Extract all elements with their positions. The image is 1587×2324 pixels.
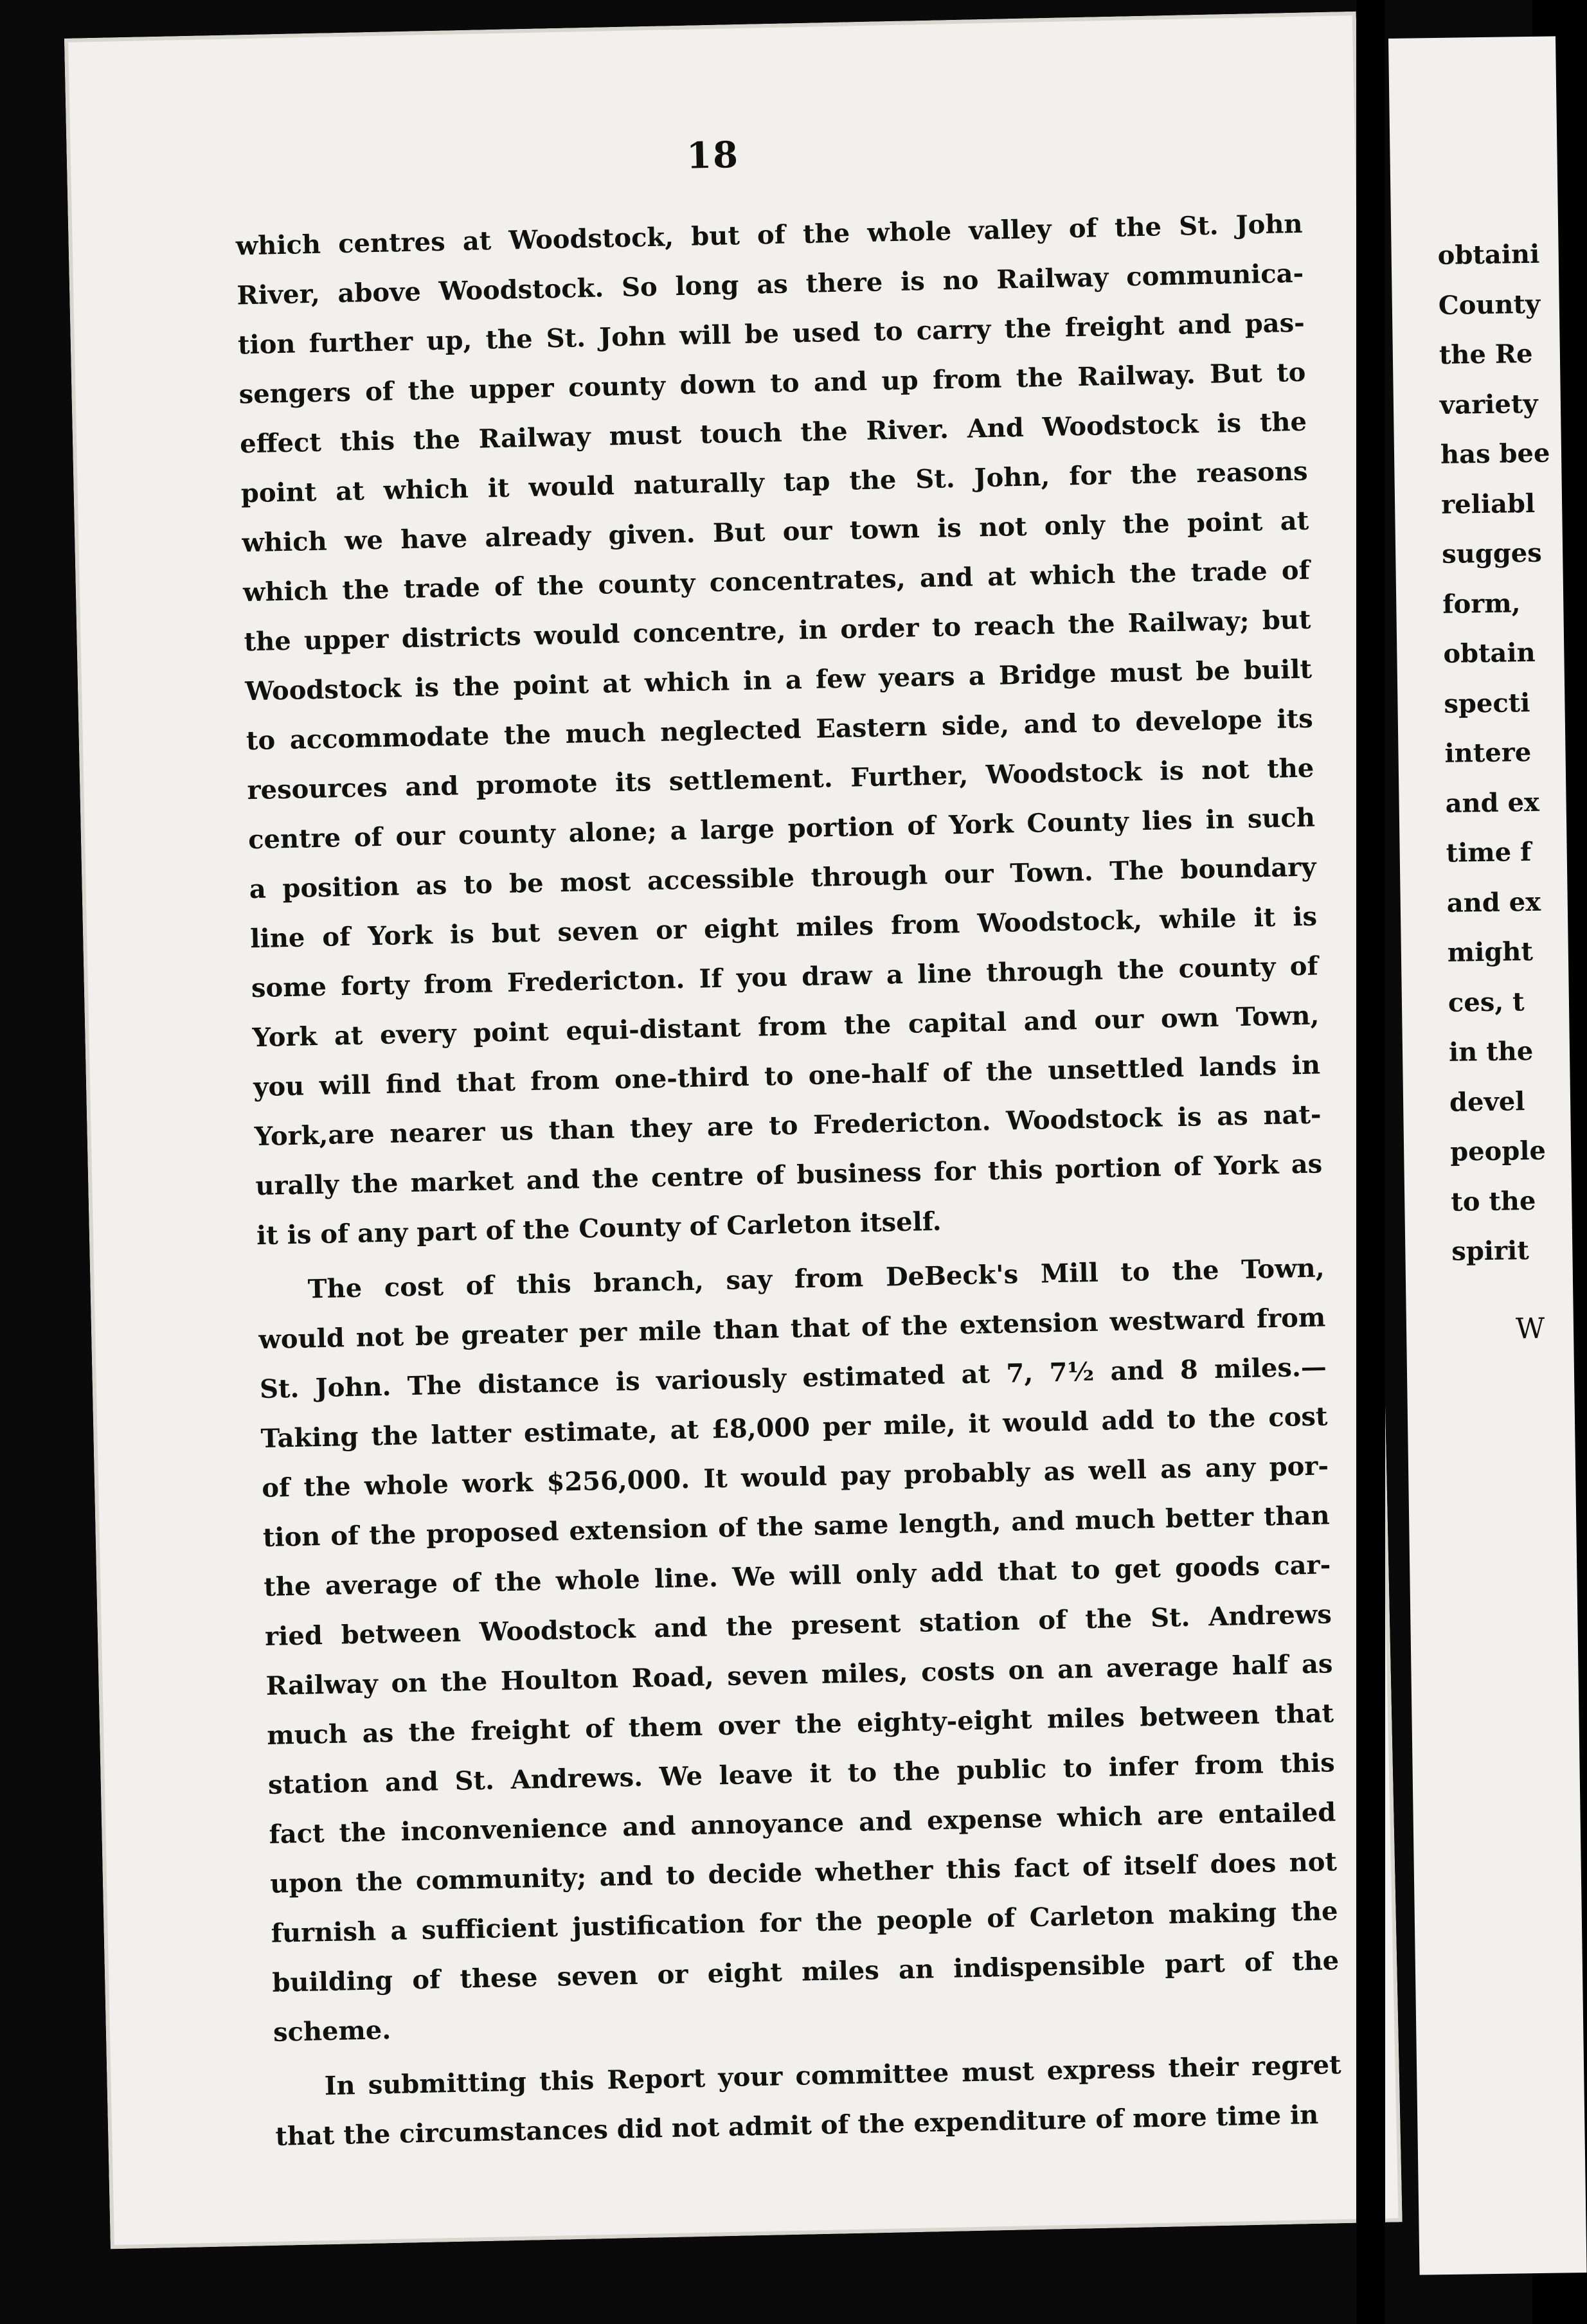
side-text-line: time f xyxy=(1446,837,1532,868)
text-line: would not be greater per mile than that of the extension westward from xyxy=(258,1302,1326,1355)
side-text-line: the Re xyxy=(1439,338,1533,370)
side-text-line: and ex xyxy=(1445,787,1540,819)
text-line: of the whole work $256,000. It would pay probably as well as any por- xyxy=(261,1451,1329,1504)
text-line: line of York is but seven or eight miles from Woodstock, while it is xyxy=(249,901,1318,954)
page-number: 18 xyxy=(686,134,740,177)
text-line: to accommodate the much neglected Eastern side, and to develope its xyxy=(246,703,1314,756)
side-text-line: reliabl xyxy=(1440,488,1536,520)
text-line: urally the market and the centre of business for this portion of York as xyxy=(255,1149,1323,1202)
side-text-line: obtain xyxy=(1443,637,1536,669)
text-line: effect this the Railway must touch the River. And Woodstock is the xyxy=(239,406,1307,460)
side-text-line: might xyxy=(1447,936,1534,968)
text-line: building of these seven or eight miles an indispensible part of the xyxy=(271,1945,1340,1998)
side-text-line: sugges xyxy=(1441,537,1543,569)
text-line: furnish a sufficient justification for the people of Carleton making the xyxy=(271,1896,1338,1949)
text-line: The cost of this branch, say from DeBeck's Mill to the Town, xyxy=(307,1253,1325,1305)
text-line: it is of any part of the County of Carleton itself. xyxy=(256,1206,942,1251)
text-line: that the circumstances did not admit of the expenditure of more time in xyxy=(274,2099,1319,2152)
side-text-line: variety xyxy=(1439,388,1538,420)
text-line: ried between Woodstock and the present station of the St. Andrews xyxy=(264,1599,1332,1652)
text-line: much as the freight of them over the eighty-eight miles between that xyxy=(266,1698,1334,1751)
text-line: a position as to be most accessible through our Town. The boundary xyxy=(249,852,1316,905)
text-line: St. John. The distance is variously estimated at 7, 7½ and 8 miles.— xyxy=(259,1352,1327,1405)
text-line: sengers of the upper county down to and up from the Railway. But to xyxy=(238,357,1306,410)
right-page-text xyxy=(1437,229,1561,1277)
left-page xyxy=(64,12,1403,2249)
right-page-heading: W xyxy=(1515,1312,1545,1346)
text-line: point at which it would naturally tap the St. John, for the reasons xyxy=(240,456,1309,509)
text-line: York at every point equi-distant from the capital and our own Town, xyxy=(252,1000,1320,1053)
side-text-line: obtaini xyxy=(1437,238,1540,271)
side-text-line: people xyxy=(1449,1135,1547,1167)
side-text-line: spirit xyxy=(1451,1235,1530,1267)
text-line: the average of the whole line. We will only add that to get goods car- xyxy=(264,1550,1331,1603)
text-line: centre of our county alone; a large portion of York County lies in such xyxy=(247,802,1316,855)
side-text-line: specti xyxy=(1444,687,1530,719)
text-line: which the trade of the county concentrates, and at which the trade of xyxy=(242,555,1311,608)
text-line: resources and promote its settlement. Further, Woodstock is not the xyxy=(247,753,1314,806)
text-line: the upper districts would concentre, in order to reach the Railway; but xyxy=(244,604,1311,657)
text-line: upon the community; and to decide whether this fact of itself does not xyxy=(269,1846,1338,1899)
side-text-line: County xyxy=(1438,289,1541,321)
side-text-line: ces, t xyxy=(1448,986,1525,1018)
side-text-line: in the xyxy=(1448,1036,1534,1068)
side-text-line: form, xyxy=(1442,587,1521,620)
side-text-line: has bee xyxy=(1440,438,1550,470)
side-text-line: and ex xyxy=(1446,886,1541,918)
side-text-line: to the xyxy=(1450,1185,1536,1217)
side-text-line: intere xyxy=(1444,737,1532,769)
text-line: scheme. xyxy=(273,2015,391,2048)
side-text-line: devel xyxy=(1449,1086,1525,1118)
right-page-fragment xyxy=(1388,36,1587,2275)
text-line: Railway on the Houlton Road, seven miles, costs on an average half as xyxy=(265,1649,1333,1701)
book-gutter xyxy=(1356,0,1385,2324)
text-line: station and St. Andrews. We leave it to the public to infer from this xyxy=(267,1747,1336,1800)
body-text xyxy=(235,199,1343,2161)
text-line: tion of the proposed extension of the same length, and much better than xyxy=(262,1500,1331,1553)
text-line: York,are nearer us than they are to Fredericton. Woodstock is as nat- xyxy=(254,1099,1322,1152)
text-line: fact the inconvenience and annoyance and expense which are entailed xyxy=(269,1797,1336,1850)
text-line: Taking the latter estimate, at £8,000 per mile, it would add to the cost xyxy=(260,1401,1328,1454)
text-line: you will find that from one-third to one-half of the unsettled lands in xyxy=(253,1050,1321,1103)
text-line: which centres at Woodstock, but of the whole valley of the St. John xyxy=(235,208,1303,262)
text-line: which we have already given. But our town is not only the point at xyxy=(242,505,1309,559)
text-line: In submitting this Report your committee must express their regret xyxy=(324,2050,1341,2102)
text-line: Woodstock is the point at which in a few years a Bridge must be built xyxy=(244,654,1313,707)
text-line: tion further up, the St. John will be used to carry the freight and pas- xyxy=(237,307,1305,361)
text-line: some forty from Fredericton. If you draw a line through the county of xyxy=(251,951,1319,1004)
text-line: River, above Woodstock. So long as there is no Railway communica- xyxy=(236,258,1304,311)
